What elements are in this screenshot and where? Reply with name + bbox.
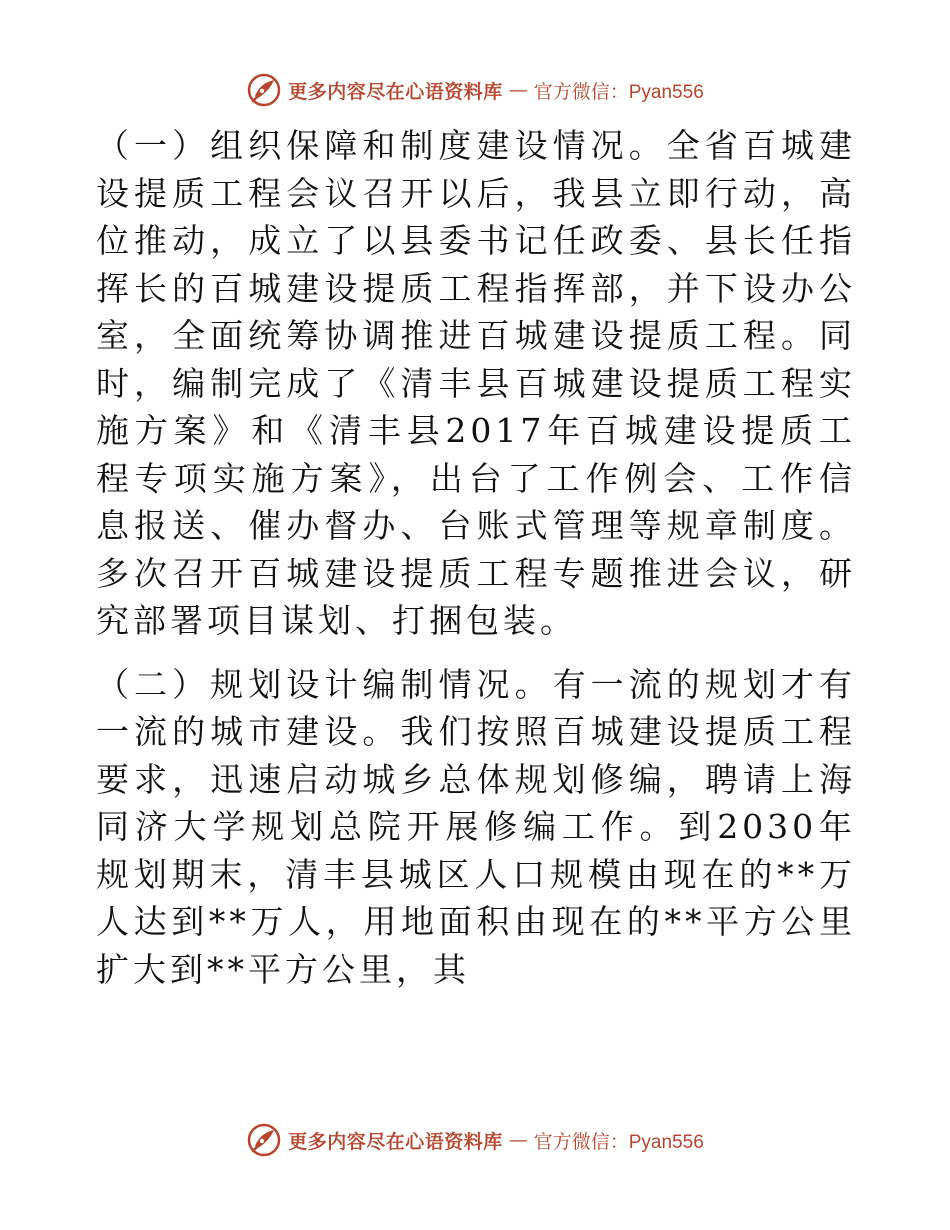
header-separator: — <box>508 79 528 101</box>
header-brand-text: 更多内容尽在心语资料库 <box>288 80 503 103</box>
header-banner <box>0 70 950 110</box>
footer-brand-text: 更多内容尽在心语资料库 <box>288 1130 503 1153</box>
pen-nib-circle-icon <box>246 72 282 108</box>
pen-nib-circle-icon <box>246 1122 282 1158</box>
paragraph-organization: （一）组织保障和制度建设情况。全省百城建设提质工程会议召开以后，我县立即行动，高位推动，成立了以县委书记任政委、县长任指挥长的百城建设提质工程指挥部，并下设办公室，全面统筹协调推进百城建设提质工程。同时，编制完成了《清丰县百城建设提质工程实施方案》和《清丰县2017年百城建设提质工程专项实施方案》，出台了工作例会、工作信息报送、催办督办、台账式管理等规章制度。多次召开百城建设提质工程专题推进会议，研究部署项目谋划、打捆包装。 <box>96 126 856 640</box>
footer-separator: — <box>508 1129 528 1151</box>
paragraph-planning: （二）规划设计编制情况。有一流的规划才有一流的城市建设。我们按照百城建设提质工程要求，迅速启动城乡总体规划修编，聘请上海同济大学规划总院开展修编工作。到2030年规划期末，清丰县城区人口规模由现在的**万人达到**万人，用地面积由现在的**平方公里扩大到**平方公里，其 <box>96 664 856 989</box>
document-body <box>96 122 856 993</box>
header-contact-text: 官方微信：Pyan556 <box>533 81 704 103</box>
footer-banner <box>0 1120 950 1160</box>
footer-contact-text: 官方微信：Pyan556 <box>533 1131 704 1153</box>
